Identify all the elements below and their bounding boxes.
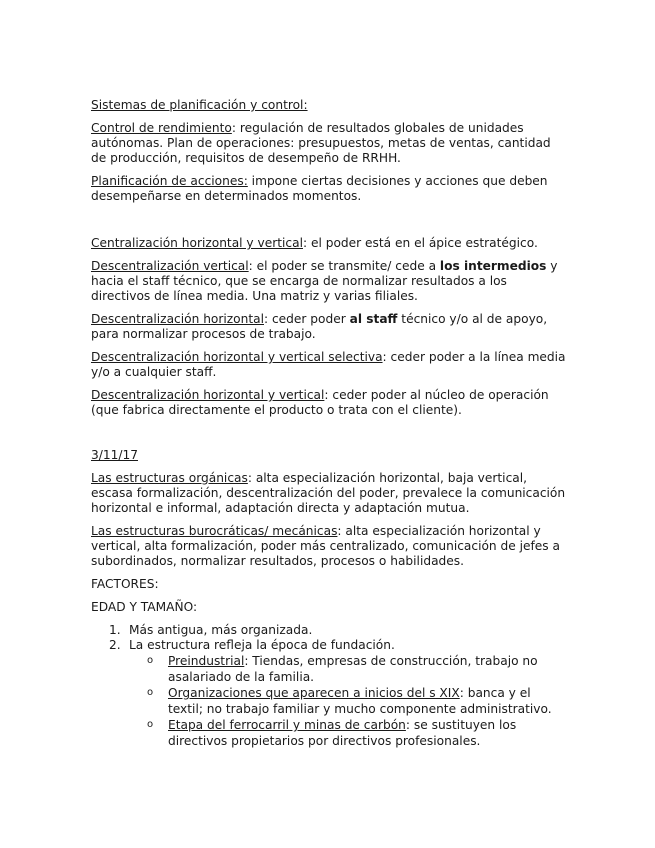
term: Descentralización horizontal y vertical selectiva <box>91 350 383 364</box>
bold-text: al staff <box>349 312 398 326</box>
factores-heading: FACTORES: <box>91 577 159 591</box>
text: : el poder está en el ápice estratégico. <box>302 236 538 250</box>
list-text: Más antigua, más organizada. <box>129 623 313 637</box>
list-item <box>91 717 569 749</box>
paragraph-descentralizacion-hv <box>91 388 569 418</box>
list-item <box>91 653 569 685</box>
spacer <box>91 426 569 448</box>
text: : el poder se transmite/ cede a <box>248 259 440 273</box>
bold-text: los intermedios <box>439 259 547 273</box>
paragraph-descentralizacion-horizontal <box>91 312 569 342</box>
term: Las estructuras orgánicas <box>91 471 248 485</box>
term: Etapa del ferrocarril y minas de carbón <box>168 718 406 732</box>
text: : ceder poder a la línea media y/o a cualquier staff. <box>91 350 566 379</box>
term: Preindustrial <box>168 654 245 668</box>
spacer <box>91 212 569 236</box>
term: Descentralización horizontal <box>91 312 264 326</box>
text: : ceder poder al núcleo de operación (que fabrica directamente el producto o trata con el cliente). <box>91 388 549 417</box>
paragraph-descentralizacion-selectiva <box>91 350 569 380</box>
term: Control de rendimiento <box>91 121 232 135</box>
list-text: La estructura refleja la época de fundación. <box>129 638 395 652</box>
term: Centralización horizontal y vertical <box>91 236 303 250</box>
list-number: 1. <box>109 623 121 637</box>
document-page <box>91 98 569 749</box>
term: Organizaciones que aparecen a inicios del s XIX <box>168 686 460 700</box>
paragraph-descentralizacion-vertical <box>91 259 569 304</box>
bullet-icon: o <box>147 655 154 666</box>
term: Las estructuras burocráticas/ mecánicas <box>91 524 338 538</box>
text: : ceder poder <box>263 312 350 326</box>
text: : regulación de resultados globales de unidades autónomas. Plan de operaciones: presupuestos, metas de ventas, cantidad de producción, requisitos de desempeño de RRHH. <box>91 121 551 165</box>
text: y hacia el staff técnico, que se encarga de normalizar resultados a los directivos de línea media. Una matriz y varias filiales. <box>91 259 558 303</box>
paragraph-estructuras-burocraticas <box>91 524 569 569</box>
text: : banca y el textil; no trabajo familiar y mucho componente administrativo. <box>168 686 552 716</box>
text: : se sustituyen los directivos propietarios por directivos profesionales. <box>168 718 517 748</box>
text: : alta especialización horizontal, baja vertical, escasa formalización, descentralización del poder, prevalece la comunicación horizontal e informal, adaptación directa y adaptación mutua. <box>91 471 566 515</box>
text: : alta especialización horizontal y vertical, alta formalización, poder más centralizado, comunicación de jefes a subordinados, normalizar resultados, procesos o habilidades. <box>91 524 560 568</box>
list-item <box>91 638 569 653</box>
list-number: 2. <box>109 638 121 652</box>
heading-planning-control <box>91 98 569 113</box>
bullet-icon: o <box>147 719 154 730</box>
bullet-list <box>91 653 569 749</box>
date-text: 3/11/17 <box>91 448 138 462</box>
numbered-list <box>91 623 569 653</box>
paragraph-control-rendimiento <box>91 121 569 166</box>
text: técnico y/o al de apoyo, para normalizar procesos de trabajo. <box>91 312 548 341</box>
edad-tamano-heading: EDAD Y TAMAÑO: <box>91 600 198 614</box>
term: Descentralización vertical <box>91 259 249 273</box>
term: Planificación de acciones: <box>91 174 248 188</box>
term: Descentralización horizontal y vertical <box>91 388 325 402</box>
list-item <box>91 623 569 638</box>
heading-text: Sistemas de planificación y control: <box>91 98 308 112</box>
text: : Tiendas, empresas de construcción, trabajo no asalariado de la familia. <box>168 654 538 684</box>
text: impone ciertas decisiones y acciones que deben desempeñarse en determinados momentos. <box>91 174 548 203</box>
paragraph-centralizacion <box>91 236 569 251</box>
list-item <box>91 685 569 717</box>
date-heading <box>91 448 569 463</box>
bullet-icon: o <box>147 687 154 698</box>
paragraph-estructuras-organicas <box>91 471 569 516</box>
paragraph-planificacion-acciones <box>91 174 569 204</box>
